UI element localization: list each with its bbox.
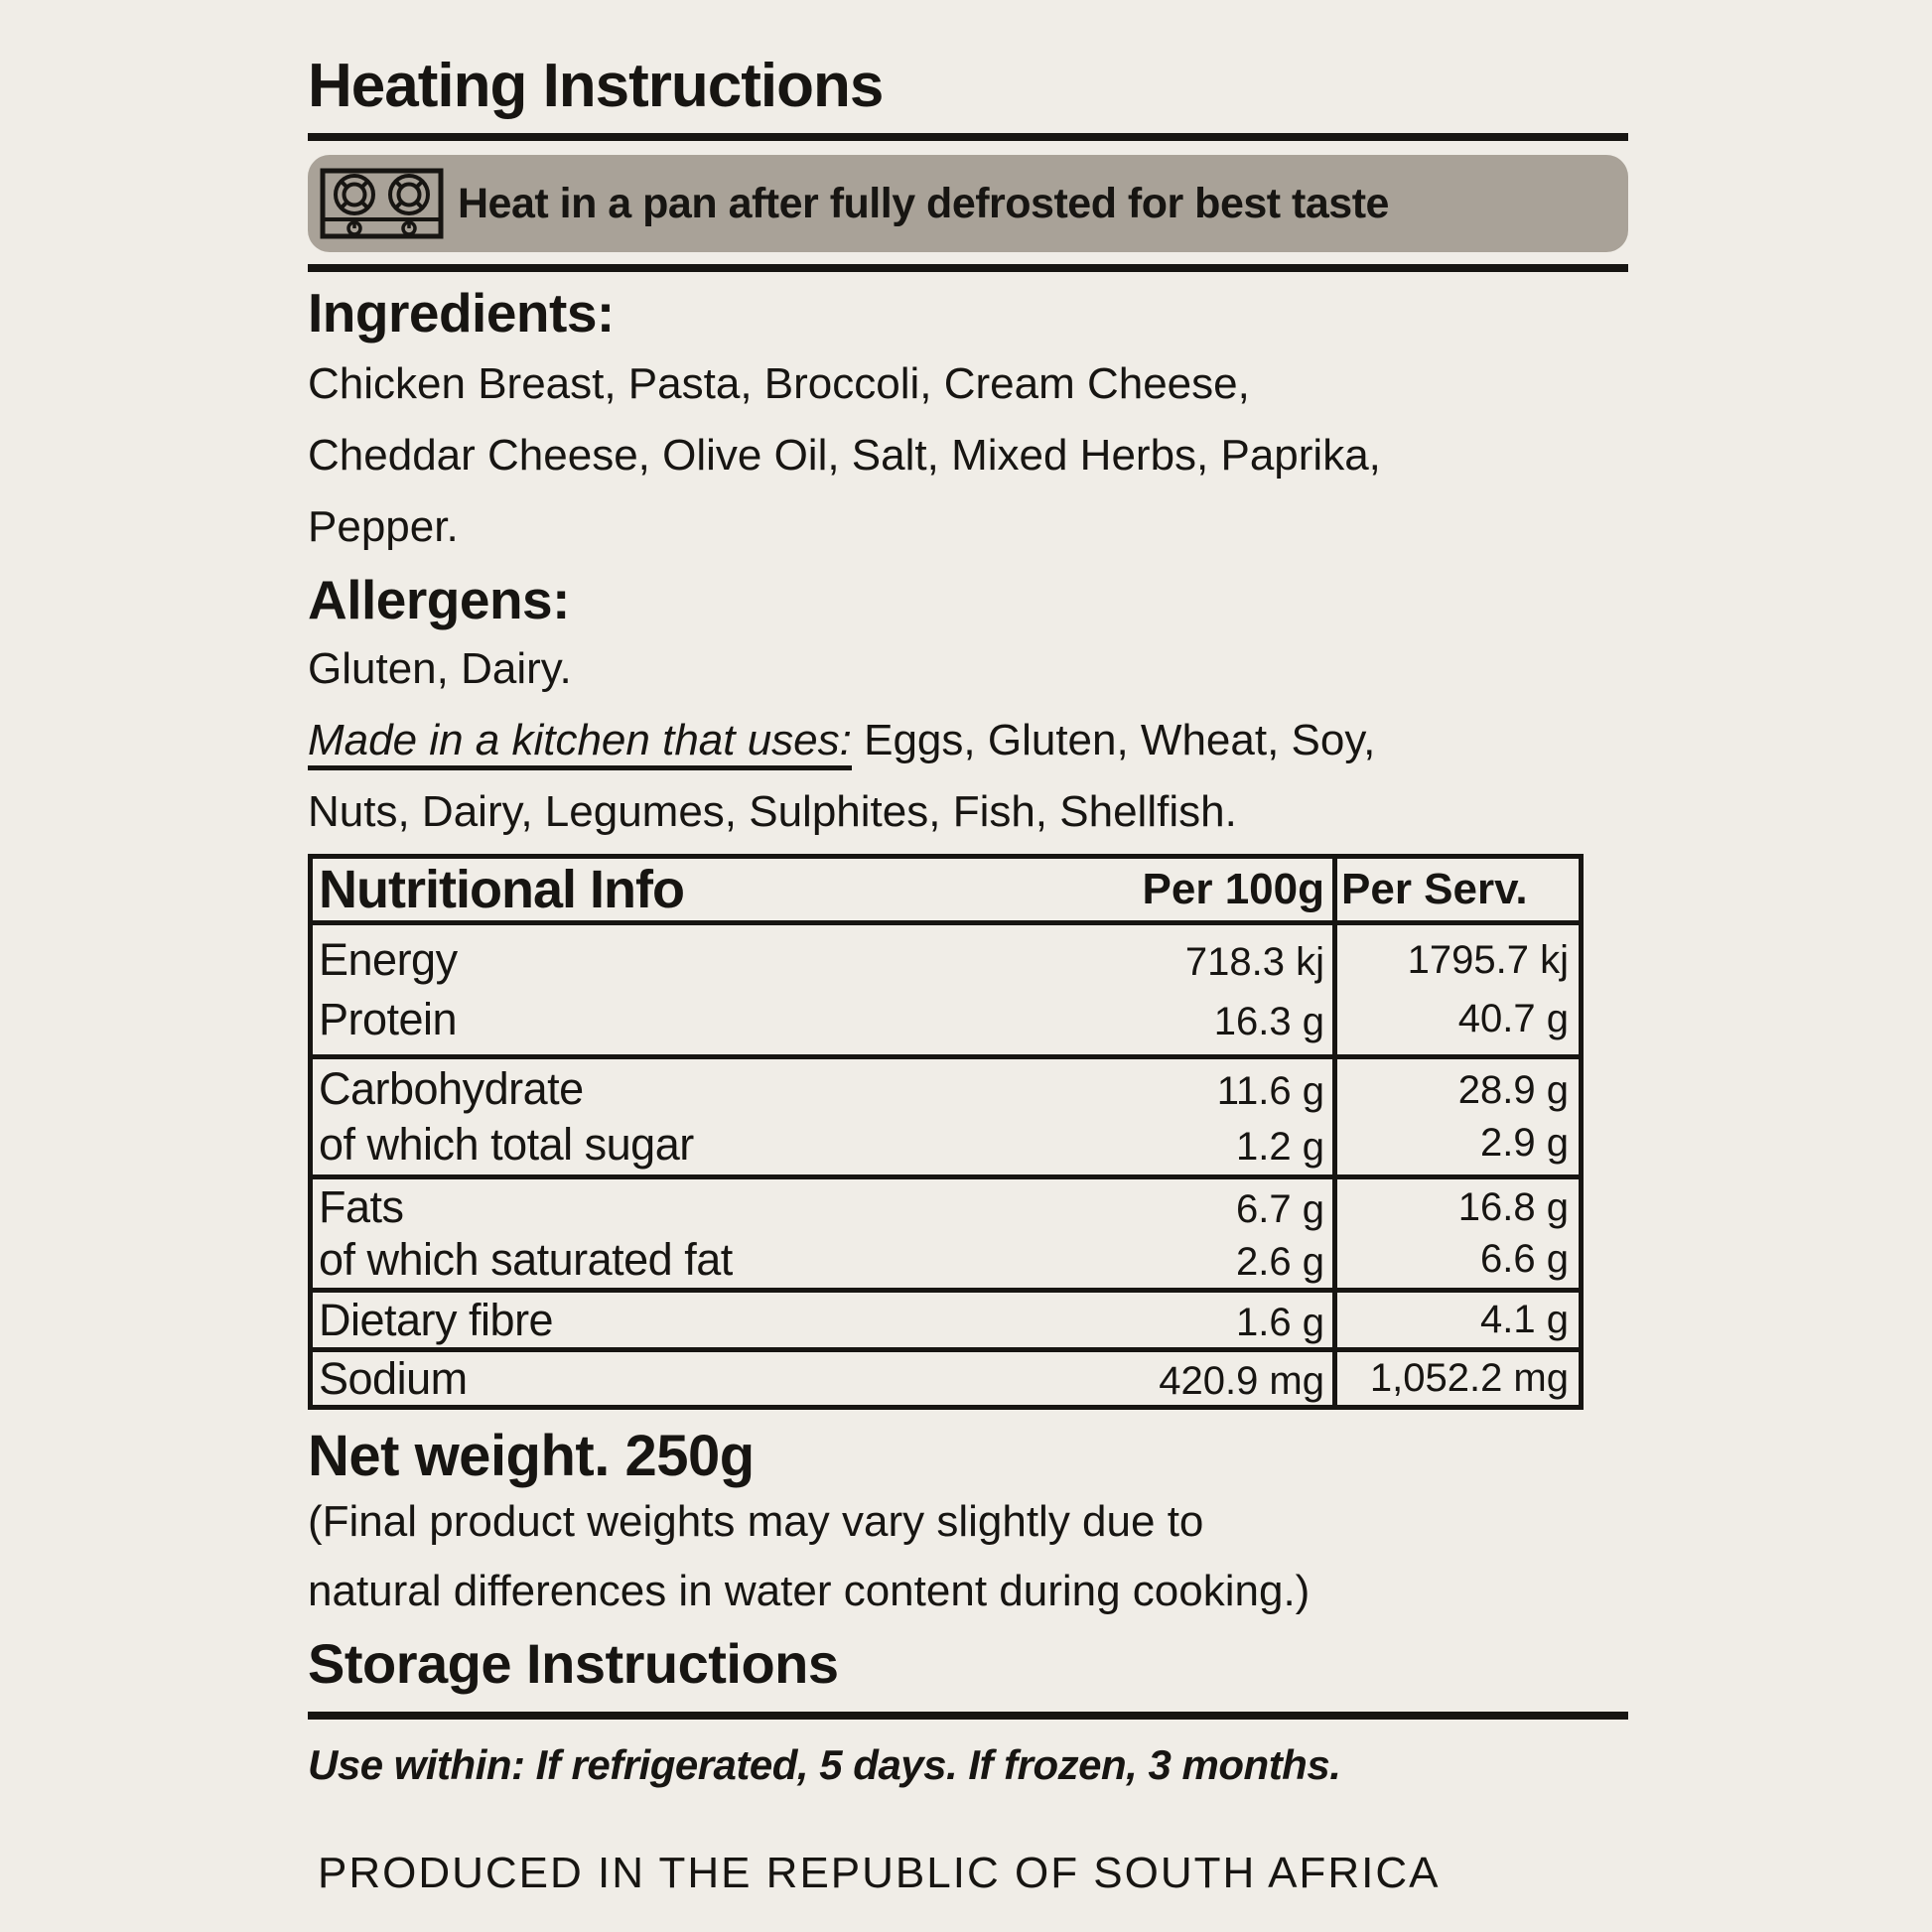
storage-heading: Storage Instructions: [308, 1632, 839, 1695]
nutrition-title: Nutritional Info: [319, 860, 684, 919]
nutrition-row: [319, 1063, 1324, 1115]
nutrition-row: [319, 1353, 1324, 1405]
nutrition-value-serving: 28.9 g: [1457, 1067, 1569, 1112]
ingredients-list: [308, 348, 1628, 563]
nutrition-value-100g: 11.6 g: [1216, 1069, 1324, 1113]
banner-underline: [308, 264, 1628, 272]
title-underline: [308, 133, 1628, 141]
storage-underline: [308, 1712, 1628, 1720]
allergens-block: [308, 633, 1628, 848]
allergens-heading: Allergens:: [308, 569, 570, 630]
nutrition-value-serving: 6.6 g: [1480, 1236, 1569, 1281]
nutrition-row: [319, 1181, 1324, 1233]
heat-instruction-banner: [308, 155, 1628, 252]
nutrition-row: [319, 934, 1324, 986]
nutrition-table: [308, 854, 1584, 1410]
nutrition-group-energy-protein: [313, 920, 1579, 1054]
nutrition-value-serving: 16.8 g: [1457, 1185, 1569, 1230]
stove-icon: [320, 168, 444, 239]
nutrition-header-row: [313, 859, 1579, 920]
ingredients-heading: Ingredients:: [308, 282, 615, 344]
nutrition-row: [319, 994, 1324, 1045]
allergens-contains: Gluten, Dairy.: [308, 644, 572, 693]
per-serving-column-header-cell: [1337, 859, 1579, 920]
per-100g-column-header: Per 100g: [1142, 865, 1324, 913]
kitchen-note-line1: [308, 705, 1628, 776]
use-within-note: Use within: If refrigerated, 5 days. If frozen, 3 months.: [308, 1741, 1341, 1788]
nutrition-header-main: [313, 859, 1337, 920]
page-title: Heating Instructions: [308, 52, 884, 120]
nutrition-value-100g: 2.6 g: [1236, 1240, 1324, 1285]
nutrition-value-serving: 4.1 g: [1480, 1298, 1569, 1341]
kitchen-note-label: Made in a kitchen that uses:: [308, 716, 852, 770]
nutrition-value-100g: 6.7 g: [1236, 1186, 1324, 1231]
nutrition-label: Protein: [319, 994, 458, 1045]
nutrition-value-serving: 1795.7 kj: [1407, 938, 1569, 983]
nutrition-value-100g: 1.6 g: [1236, 1300, 1324, 1344]
nutrition-row: [319, 1234, 1324, 1286]
nutrition-label: Energy: [319, 933, 458, 985]
nutrition-row: [319, 1119, 1324, 1171]
nutrition-value-100g: 16.3 g: [1213, 1000, 1324, 1044]
nutrition-value-serving: 1,052.2 mg: [1369, 1356, 1569, 1400]
ingredients-line: Chicken Breast, Pasta, Broccoli, Cream Cheese,: [308, 359, 1250, 408]
nutrition-label: Dietary fibre: [319, 1294, 554, 1345]
nutrition-group-fibre: [313, 1288, 1579, 1347]
nutrition-label: of which total sugar: [319, 1119, 694, 1170]
nutrition-label: Fats: [319, 1180, 404, 1232]
nutrition-value-100g: 1.2 g: [1236, 1125, 1324, 1169]
net-weight-note-line: (Final product weights may vary slightly due to: [308, 1497, 1204, 1546]
nutrition-row: [319, 1295, 1324, 1346]
nutrition-value-100g: 420.9 mg: [1159, 1358, 1324, 1403]
nutrition-label: Sodium: [319, 1352, 468, 1404]
nutrition-value-serving: 40.7 g: [1457, 996, 1569, 1040]
nutrition-group-carbohydrate: [313, 1054, 1579, 1174]
nutrition-label: Carbohydrate: [319, 1063, 584, 1114]
per-serving-column-header: Per Serv.: [1341, 865, 1528, 913]
nutrition-group-sodium: [313, 1347, 1579, 1405]
banner-text: Heat in a pan after fully defrosted for best taste: [458, 179, 1389, 227]
net-weight-note: [308, 1487, 1628, 1626]
net-weight-note-line: natural differences in water content during cooking.): [308, 1567, 1311, 1615]
ingredients-line: Pepper.: [308, 502, 459, 551]
nutrition-group-fats: [313, 1174, 1579, 1288]
nutrition-label: of which saturated fat: [319, 1234, 733, 1286]
origin-footer: PRODUCED IN THE REPUBLIC OF SOUTH AFRICA: [318, 1849, 1441, 1897]
nutrition-value-serving: 2.9 g: [1480, 1121, 1569, 1166]
net-weight-heading: Net weight. 250g: [308, 1424, 755, 1488]
nutrition-value-100g: 718.3 kj: [1184, 939, 1324, 984]
kitchen-note-rest: Eggs, Gluten, Wheat, Soy,: [864, 716, 1376, 764]
kitchen-note-line2: Nuts, Dairy, Legumes, Sulphites, Fish, Shellfish.: [308, 787, 1237, 836]
ingredients-line: Cheddar Cheese, Olive Oil, Salt, Mixed Herbs, Paprika,: [308, 431, 1381, 480]
